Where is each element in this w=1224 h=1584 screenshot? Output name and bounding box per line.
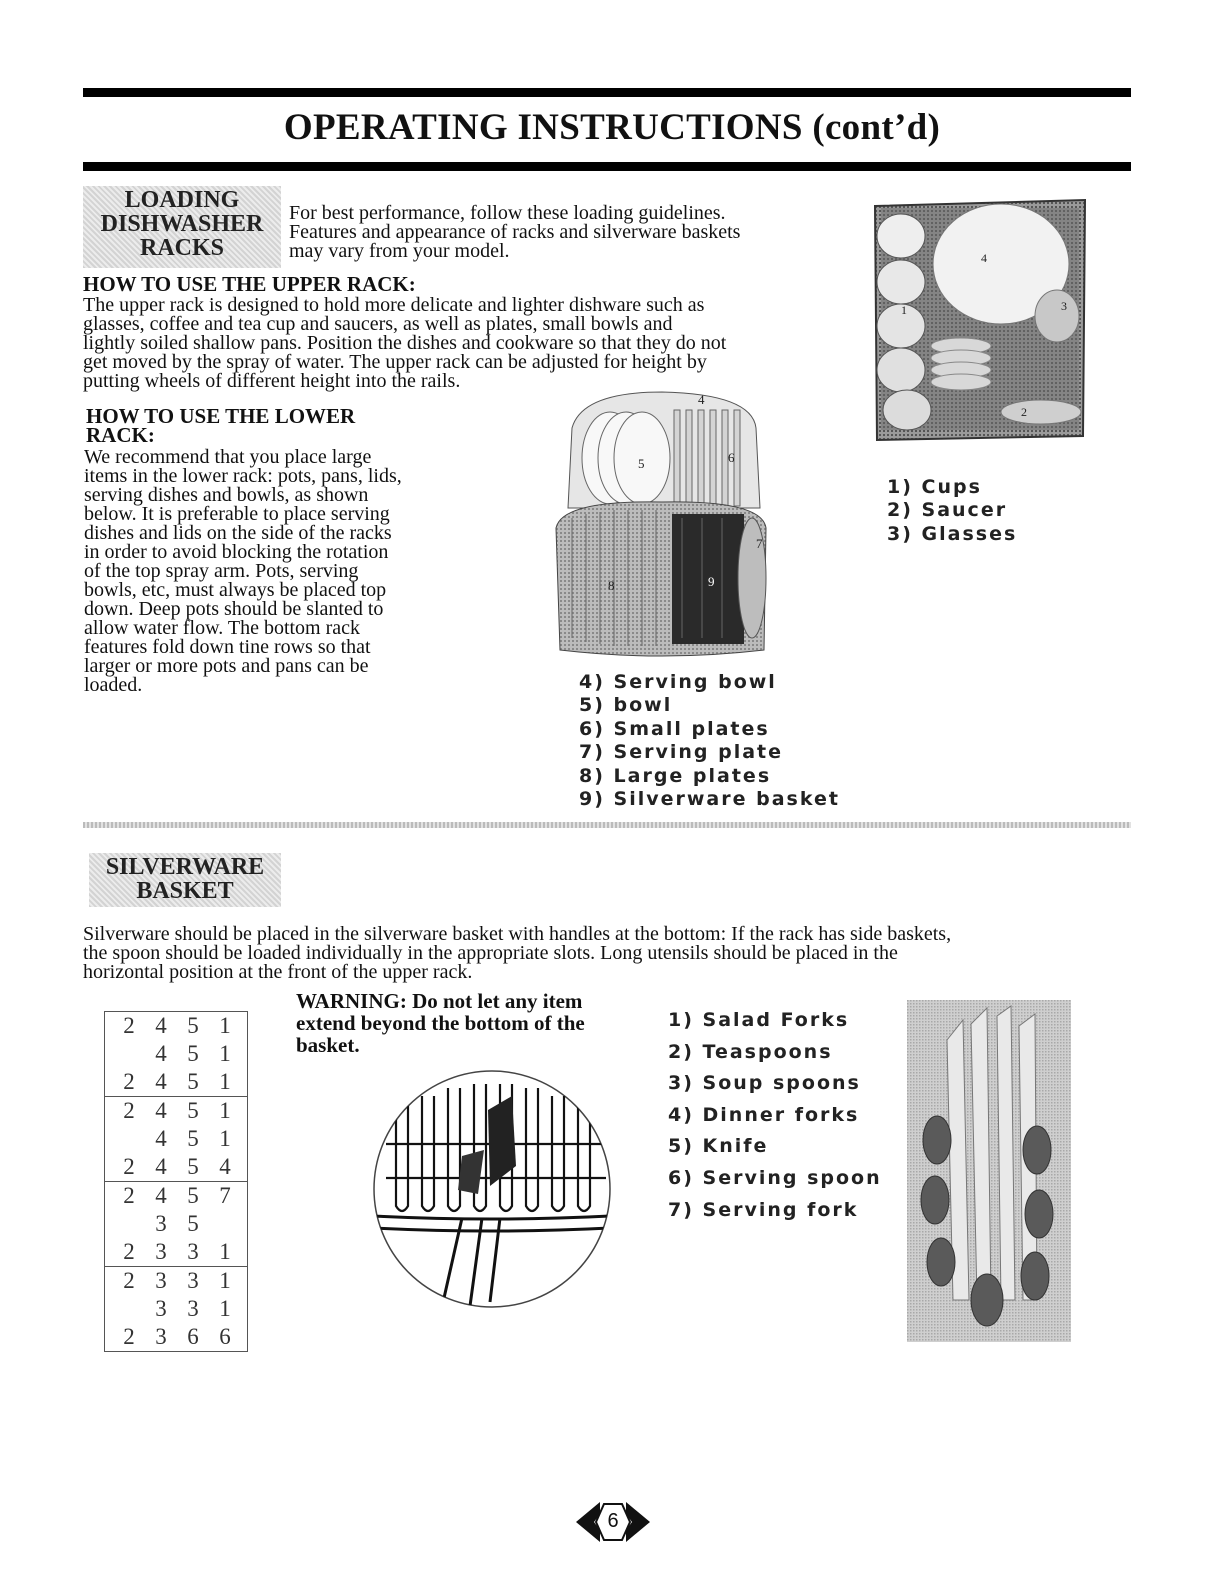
legend-item: 2) Teaspoons [668,1040,833,1063]
tag-line: DISHWASHER [100,211,264,237]
grid-row [113,1040,241,1068]
text-line: bowls, etc, must always be placed top [84,579,387,601]
legend-item: 7) Serving plate [579,741,784,764]
grid-cell: 5 [187,1211,199,1236]
intro-line: For best performance, follow these loading guidelines. [289,202,726,224]
grid-cell: 1 [219,1013,231,1038]
text-line: allow water flow. The bottom rack [84,617,361,639]
text-line: dishes and lids on the side of the racks [84,522,392,544]
grid-cell: 2 [123,1268,135,1293]
callout-5: 5 [638,456,645,471]
intro-line: may vary from your model. [289,240,510,262]
text-line: Silverware should be placed in the silverware basket with handles at the bottom: If the rack has side baskets, [83,923,952,945]
legend-item: 5) bowl [579,694,673,717]
grid-cell: 1 [219,1069,231,1094]
text-line: in order to avoid blocking the rotation [84,541,389,563]
heading-line: RACK: [86,423,155,447]
grid-cell: 1 [219,1126,231,1151]
text-line: down. Deep pots should be slanted to [84,598,384,620]
text-line: loaded. [84,674,143,696]
grid-cell: 7 [219,1183,231,1208]
grid-cell: 3 [155,1268,167,1293]
grid-row [113,1097,241,1125]
tag-line: BASKET [136,878,234,904]
grid-cell: 3 [187,1268,199,1293]
grid-cell: 1 [219,1041,231,1066]
grid-cell: 3 [187,1239,199,1264]
legend-item: 4) Serving bowl [579,671,777,693]
legend-item: 3) Glasses [887,522,1018,545]
grid-cell: 6 [187,1324,199,1349]
grid-cell [209,1210,241,1238]
text-line: get moved by the spray of water. The upper rack can be adjusted for height by [83,351,707,373]
callout-9: 9 [708,574,715,589]
grid-cell [113,1040,145,1068]
grid-row [113,1238,241,1266]
grid-cell: 4 [155,1041,167,1066]
text-line: of the top spray arm. Pots, serving [84,560,359,582]
grid-cell: 3 [155,1239,167,1264]
text-line: below. It is preferable to place serving [84,503,390,525]
text-line: putting wheels of different height into the rails. [83,370,461,392]
lower-rack-legend [579,671,840,811]
grid-row [113,1267,241,1295]
text-line: items in the lower rack: pots, pans, lids, [84,465,402,487]
callout-6: 6 [728,450,735,465]
grid-cell: 1 [219,1268,231,1293]
grid-row [113,1182,241,1210]
grid-cell: 1 [219,1239,231,1264]
grid-block [105,1012,248,1097]
callout-2: 2 [1021,405,1027,419]
tag-line: SILVERWARE [105,854,265,880]
callout-1: 1 [901,303,907,317]
grid-cell: 5 [187,1013,199,1038]
grid-cell: 1 [219,1098,231,1123]
legend-item: 1) Salad Forks [668,1009,850,1031]
grid-cell: 2 [123,1239,135,1264]
grid-cell: 5 [187,1069,199,1094]
legend-item: 6) Small plates [579,717,770,740]
grid-cell: 5 [187,1183,199,1208]
grid-row [113,1323,241,1351]
intro-line: Features and appearance of racks and silverware baskets [289,221,741,243]
grid-row [113,1153,241,1181]
grid-cell: 2 [123,1183,135,1208]
legend-item: 3) Soup spoons [668,1072,861,1095]
grid-cell: 1 [219,1296,231,1321]
grid-cell: 4 [155,1098,167,1123]
header-top-rule [83,88,1131,97]
warning-line: basket. [296,1033,360,1057]
tag-line: RACKS [139,235,224,261]
upper-rack-image [871,186,1089,444]
basket-slot-grid [104,1011,248,1352]
tag-line: LOADING [124,187,240,213]
text-line: The upper rack is designed to hold more delicate and lighter dishware such as [83,294,705,316]
legend-item: 5) Knife [668,1135,769,1158]
loading-intro [289,204,849,261]
silverware-text [83,925,1143,982]
grid-cell: 5 [187,1126,199,1151]
basket-bottom-illustration [366,1066,618,1312]
upper-rack-heading: HOW TO USE THE UPPER RACK: [83,272,416,296]
grid-cell: 3 [155,1211,167,1236]
grid-row [113,1295,241,1323]
header-bottom-rule [83,162,1131,171]
section-divider [83,822,1131,828]
legend-item: 8) Large plates [579,764,772,787]
warning-line: extend beyond the bottom of the [296,1011,585,1035]
grid-cell: 4 [155,1126,167,1151]
lower-rack-heading [86,404,356,447]
grid-cell: 4 [155,1154,167,1179]
grid-cell: 4 [155,1183,167,1208]
text-line: serving dishes and bowls, as shown [84,484,369,506]
page-title: OPERATING INSTRUCTIONS (cont’d) [283,107,941,148]
warning-line: WARNING: Do not let any item [296,989,583,1013]
text-line: We recommend that you place large [84,446,372,468]
text-line: glasses, coffee and tea cup and saucers, as well as plates, small bowls and [83,313,673,335]
legend-item: 7) Serving fork [668,1198,859,1221]
page-number-badge [570,1498,656,1546]
grid-block [105,1267,248,1352]
grid-row [113,1012,241,1040]
grid-cell: 2 [123,1098,135,1123]
grid-row [113,1125,241,1153]
text-line: the spoon should be loaded individually in the appropriate slots. Long utensils should be placed in the [83,942,898,964]
grid-cell: 3 [155,1324,167,1349]
text-line: features fold down tine rows so that [84,636,371,658]
text-line: larger or more pots and pans can be [84,655,369,677]
grid-cell: 5 [187,1098,199,1123]
silverware-legend [668,1005,882,1226]
grid-row [113,1210,241,1238]
grid-cell: 4 [155,1069,167,1094]
grid-cell [113,1295,145,1323]
legend-item: 4) Dinner forks [668,1103,860,1126]
grid-block [105,1097,248,1182]
grid-cell: 3 [187,1296,199,1321]
grid-cell: 2 [123,1324,135,1349]
grid-row [113,1068,241,1096]
heading-line: HOW TO USE THE LOWER [86,404,356,428]
lower-rack-image [552,388,774,664]
grid-cell: 4 [219,1154,231,1179]
callout-3: 3 [1061,299,1067,313]
page-number: 6 [607,1510,619,1532]
lower-rack-text [84,448,494,695]
text-line: lightly soiled shallow pans. Position the dishes and cookware so that they do not [83,332,727,354]
silverware-section-tag [89,853,281,907]
grid-cell: 2 [123,1013,135,1038]
upper-rack-legend [887,476,1017,546]
grid-cell: 3 [155,1296,167,1321]
grid-cell [113,1125,145,1153]
warning-note [296,990,636,1056]
legend-item: 6) Serving spoon [668,1166,882,1189]
grid-cell: 4 [155,1013,167,1038]
grid-cell [113,1210,145,1238]
upper-rack-text [83,296,853,391]
loading-section-tag [83,186,281,268]
callout-7: 7 [756,536,763,551]
legend-item: 2) Saucer [887,499,1008,522]
legend-item: 9) Silverware basket [579,787,840,810]
grid-cell: 6 [219,1324,231,1349]
grid-cell: 2 [123,1154,135,1179]
grid-cell: 2 [123,1069,135,1094]
grid-block [105,1182,248,1267]
text-line: horizontal position at the front of the upper rack. [83,961,473,983]
legend-item: 1) Cups [887,476,982,498]
callout-4: 4 [698,392,705,407]
grid-cell: 5 [187,1041,199,1066]
grid-cell: 5 [187,1154,199,1179]
callout-8: 8 [608,578,615,593]
silverware-basket-photo [907,1000,1071,1342]
callout-4: 4 [981,251,987,265]
